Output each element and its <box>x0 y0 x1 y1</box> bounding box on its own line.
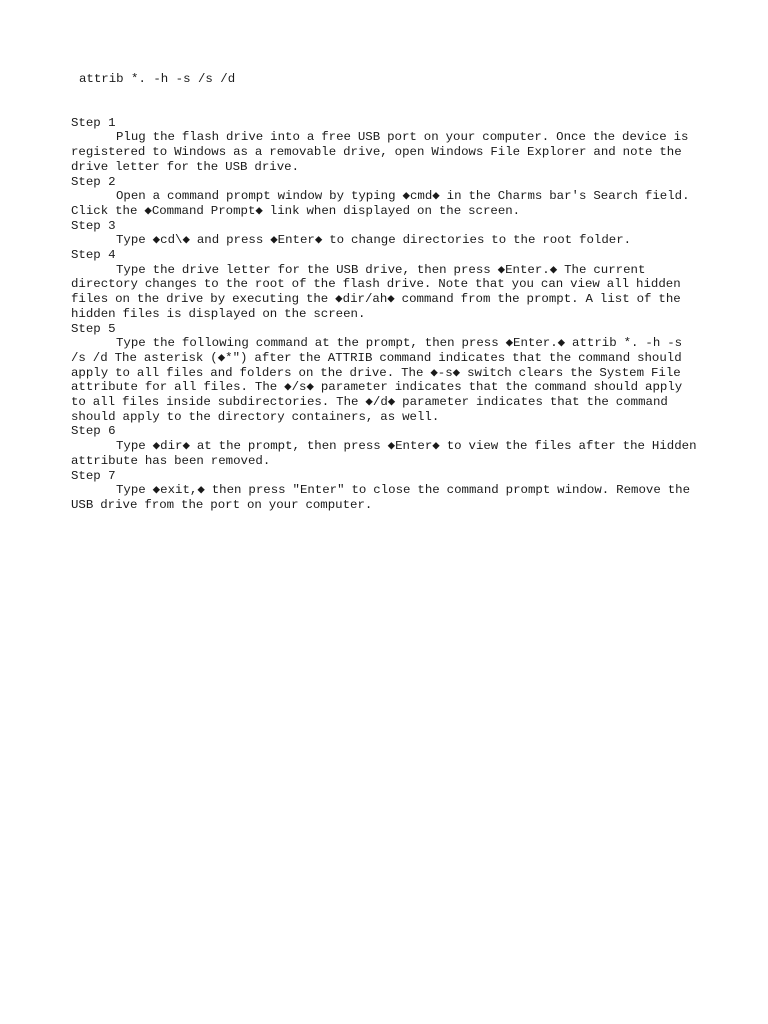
step-heading: Step 5 <box>71 321 116 336</box>
step-text: Type ◆cd\◆ and press ◆Enter◆ to change directories to the root folder. <box>116 233 632 248</box>
step-2 <box>71 175 701 219</box>
step-text: Type the following command at the prompt, then press ◆Enter.◆ attrib *. -h -s /s /d The asterisk (◆*") after the ATTRIB command indicates that the command should apply to all files and folders on the drive. The ◆-s◆ switch clears the System File attribute for all files. The ◆/s◆ parameter indicates that the command should apply to all files inside subdirectories. The ◆/d◆ parameter indicates that the command should apply to the directory containers, as well. <box>71 336 683 424</box>
step-7 <box>71 469 701 513</box>
step-heading: Step 1 <box>71 115 116 130</box>
step-heading: Step 4 <box>71 248 116 263</box>
step-5 <box>71 322 701 425</box>
step-text: Open a command prompt window by typing ◆cmd◆ in the Charms bar's Search field. Click the ◆Command Prompt◆ link when displayed on the screen. <box>71 189 690 218</box>
step-text: Type ◆dir◆ at the prompt, then press ◆Enter◆ to view the files after the Hidden attribute has been removed. <box>71 439 697 468</box>
step-heading: Step 3 <box>71 218 116 233</box>
document-page <box>71 72 701 513</box>
step-text: Type the drive letter for the USB drive, then press ◆Enter.◆ The current directory changes to the root of the flash drive. Note that you can view all hidden files on the drive by executing the ◆dir/ah◆ command from the prompt. A list of the hidden files is displayed on the screen. <box>71 262 681 321</box>
step-text: Type ◆exit,◆ then press "Enter" to close the command prompt window. Remove the USB drive from the port on your computer. <box>71 483 691 512</box>
step-4 <box>71 248 701 322</box>
step-6 <box>71 424 701 468</box>
command-text: attrib *. -h -s /s /d <box>79 72 236 86</box>
step-heading: Step 7 <box>71 468 116 483</box>
step-1 <box>71 116 701 175</box>
step-heading: Step 2 <box>71 174 116 189</box>
step-heading: Step 6 <box>71 424 116 439</box>
spacer <box>71 87 701 116</box>
step-text: Plug the flash drive into a free USB port on your computer. Once the device is registered to Windows as a removable drive, open Windows File Explorer and note the drive letter for the USB drive. <box>71 130 689 174</box>
step-3 <box>71 219 701 248</box>
